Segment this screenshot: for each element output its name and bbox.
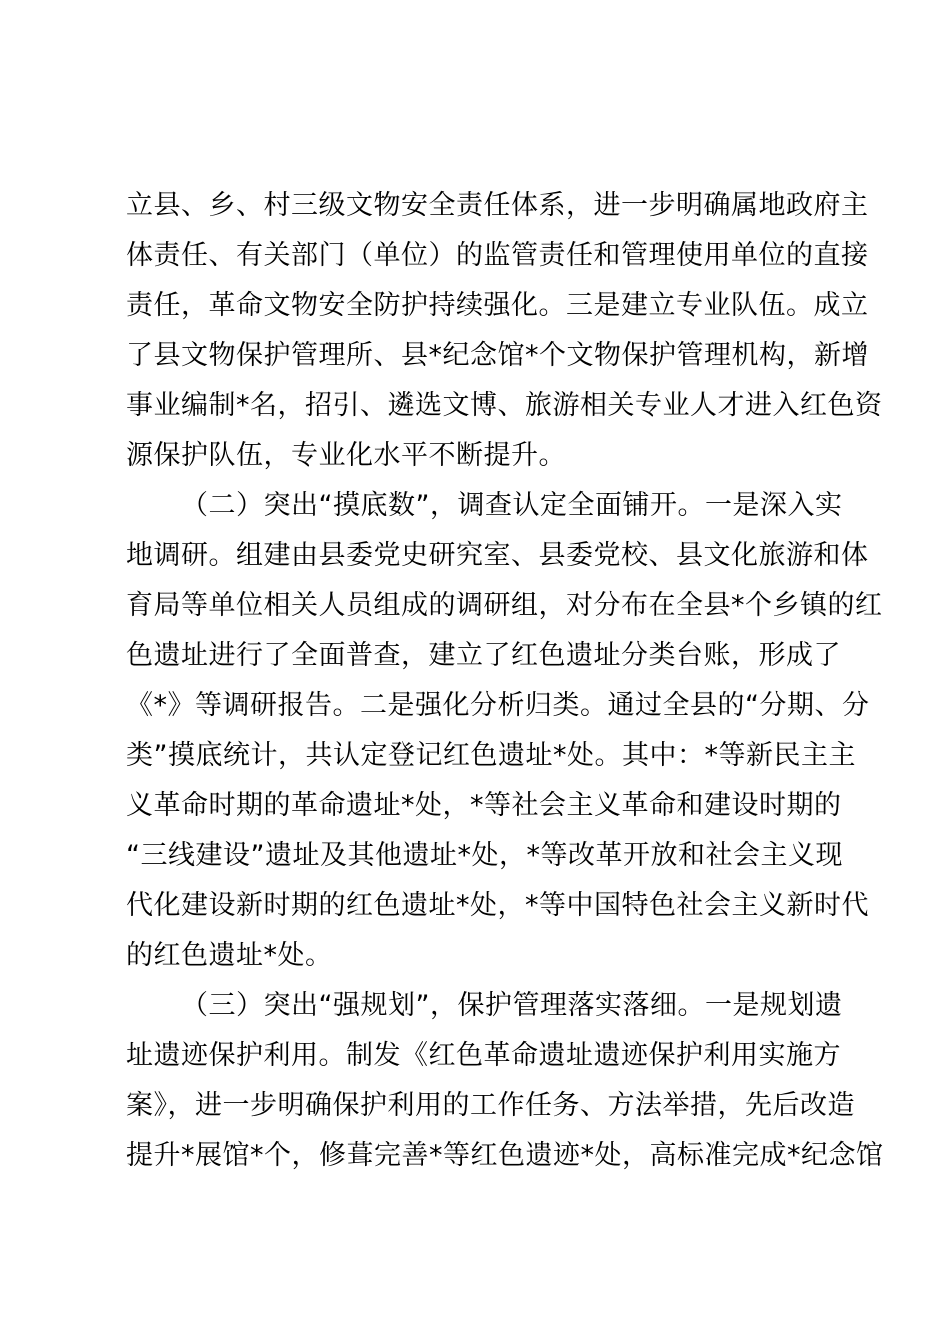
body-text xyxy=(126,181,884,1181)
text-line: “三线建设”遗址及其他遗址*处，*等改革开放和社会主义现 xyxy=(126,840,843,871)
text-line: 提升*展馆*个，修葺完善*等红色遗迹*处，高标准完成*纪念馆 xyxy=(126,1140,884,1171)
paragraph-start-line: （三）突出“强规划”，保护管理落实落细。一是规划遗 xyxy=(181,990,843,1021)
text-line: 育局等单位相关人员组成的调研组，对分布在全县*个乡镇的红 xyxy=(126,590,883,621)
text-line: 义革命时期的革命遗址*处，*等社会主义革命和建设时期的 xyxy=(126,790,842,821)
text-line: 色遗址进行了全面普查，建立了红色遗址分类台账，形成了 xyxy=(126,640,841,671)
text-line: 立县、乡、村三级文物安全责任体系，进一步明确属地政府主 xyxy=(126,190,869,221)
text-line: 体责任、有关部门（单位）的监管责任和管理使用单位的直接 xyxy=(126,240,869,271)
text-line: 了县文物保护管理所、县*纪念馆*个文物保护管理机构，新增 xyxy=(126,340,869,371)
text-line: 类”摸底统计，共认定登记红色遗址*处。其中：*等新民主主 xyxy=(126,740,856,771)
text-line: 址遗迹保护利用。制发《红色革命遗址遗迹保护利用实施方 xyxy=(126,1040,841,1071)
text-line: 地调研。组建由县委党史研究室、县委党校、县文化旅游和体 xyxy=(126,540,869,571)
paragraph-start-line: （二）突出“摸底数”，调查认定全面铺开。一是深入实 xyxy=(181,490,843,521)
text-line: 责任，革命文物安全防护持续强化。三是建立专业队伍。成立 xyxy=(126,290,869,321)
text-line: 代化建设新时期的红色遗址*处，*等中国特色社会主义新时代 xyxy=(126,890,869,921)
text-line: 的红色遗址*处。 xyxy=(126,940,333,971)
text-line: 《*》等调研报告。二是强化分析归类。通过全县的“分期、分 xyxy=(126,690,870,721)
text-line: 源保护队伍，专业化水平不断提升。 xyxy=(126,440,566,471)
text-line: 事业编制*名，招引、遴选文博、旅游相关专业人才进入红色资 xyxy=(126,390,883,421)
text-line: 案》，进一步明确保护利用的工作任务、方法举措，先后改造 xyxy=(126,1090,855,1121)
